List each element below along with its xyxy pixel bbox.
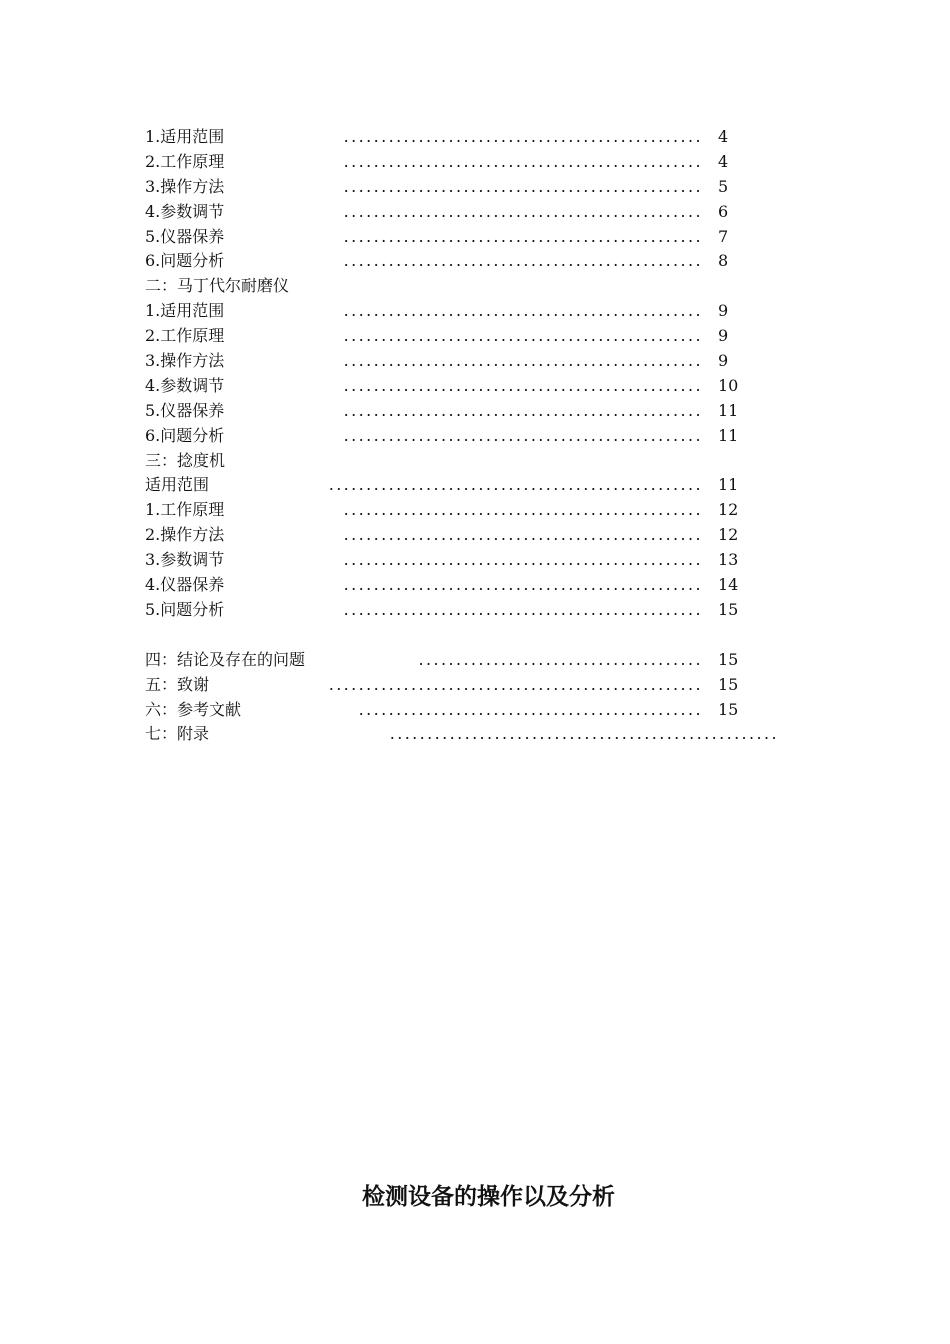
toc-entry-label: 适用范围	[145, 475, 210, 495]
toc-entry-label: 4.仪器保养	[145, 575, 225, 595]
toc-entry-page-number: 9	[718, 351, 729, 371]
toc-entry-leader-dots: ....................................................	[389, 724, 779, 744]
toc-entry-label: 5.问题分析	[145, 599, 225, 619]
toc-entry-page-number: 14	[718, 575, 739, 595]
document-title: 检测设备的操作以及分析	[362, 1184, 615, 1210]
toc-entry	[145, 722, 779, 747]
toc-entry-leader-dots: ......................................	[418, 649, 703, 669]
toc-entry-label: 七：附录	[145, 724, 210, 744]
toc-entry	[145, 399, 745, 424]
toc-entry-label: 二：马丁代尔耐磨仪	[145, 276, 290, 296]
toc-entry	[145, 523, 745, 548]
toc-entry-leader-dots: ................................................	[343, 251, 703, 271]
toc-entry	[145, 498, 745, 523]
toc-entry	[145, 175, 745, 200]
toc-entry-label: 4.参数调节	[145, 375, 225, 395]
toc-entry-leader-dots: ..................................................	[328, 475, 703, 495]
toc-entry-page-number: 5	[718, 176, 729, 196]
toc-entry-label: 5.仪器保养	[145, 226, 225, 246]
toc-entry-leader-dots: ................................................	[343, 550, 703, 570]
toc-entry	[145, 598, 745, 623]
toc-entry	[145, 698, 745, 723]
toc-entry	[145, 225, 745, 250]
toc-entry-label: 3.操作方法	[145, 351, 225, 371]
table-of-contents	[145, 125, 779, 747]
toc-entry-leader-dots: ................................................	[343, 226, 703, 246]
toc-entry	[145, 349, 745, 374]
toc-entry-leader-dots: ................................................	[343, 500, 703, 520]
toc-entry-leader-dots: ................................................	[343, 575, 703, 595]
toc-entry	[145, 623, 745, 648]
toc-entry-label: 3.操作方法	[145, 176, 225, 196]
toc-entry-page-number: 7	[718, 226, 729, 246]
toc-entry	[145, 200, 745, 225]
toc-entry	[145, 573, 745, 598]
toc-entry-leader-dots: ................................................	[343, 326, 703, 346]
toc-entry-leader-dots: ..............................................	[358, 699, 703, 719]
toc-entry-label: 1.适用范围	[145, 301, 225, 321]
toc-entry-label: 6.问题分析	[145, 425, 225, 445]
toc-entry-label: 1.适用范围	[145, 127, 225, 146]
toc-entry-page-number: 11	[718, 425, 739, 445]
toc-entry	[145, 274, 745, 299]
toc-entry-page-number: 10	[718, 375, 739, 395]
toc-entry-leader-dots: ................................................	[343, 151, 703, 171]
toc-entry-page-number: 9	[718, 301, 729, 321]
toc-entry-leader-dots: ................................................	[343, 425, 703, 445]
toc-entry-page-number: 4	[718, 127, 729, 146]
toc-entry	[145, 374, 745, 399]
toc-entry-leader-dots: ..................................................	[328, 674, 703, 694]
toc-entry-leader-dots: ................................................	[343, 525, 703, 545]
toc-entry-page-number: 11	[718, 400, 739, 420]
toc-entry-label: 6.问题分析	[145, 251, 225, 271]
toc-entry-page-number: 13	[718, 550, 739, 570]
toc-entry-leader-dots: ................................................	[343, 375, 703, 395]
toc-entry	[145, 299, 745, 324]
toc-entry-label: 4.参数调节	[145, 201, 225, 221]
toc-entry-leader-dots: ................................................	[343, 301, 703, 321]
toc-entry-label: 六：参考文献	[145, 699, 242, 719]
toc-entry	[145, 548, 745, 573]
toc-entry	[145, 673, 745, 698]
toc-entry-page-number: 15	[718, 674, 739, 694]
toc-entry	[145, 648, 745, 673]
toc-entry	[145, 324, 745, 349]
toc-entry-label: 1.工作原理	[145, 500, 225, 520]
toc-entry	[145, 449, 745, 474]
toc-entry-leader-dots: ................................................	[343, 400, 703, 420]
toc-entry-leader-dots: ................................................	[343, 351, 703, 371]
toc-entry-page-number: 8	[718, 251, 729, 271]
toc-entry-page-number: 11	[718, 475, 739, 495]
toc-entry-page-number: 15	[718, 599, 739, 619]
toc-entry-label: 5.仪器保养	[145, 400, 225, 420]
toc-entry-page-number: 9	[718, 326, 729, 346]
toc-entry-page-number: 15	[718, 649, 739, 669]
toc-entry-leader-dots: ................................................	[343, 176, 703, 196]
toc-entry	[145, 424, 745, 449]
toc-entry-label: 3.参数调节	[145, 550, 225, 570]
toc-entry-label: 三：捻度机	[145, 450, 226, 470]
toc-entry-leader-dots: ................................................	[343, 127, 703, 146]
toc-entry-page-number: 15	[718, 699, 739, 719]
toc-entry-page-number: 6	[718, 201, 729, 221]
toc-entry	[145, 473, 745, 498]
toc-entry-label: 五：致谢	[145, 674, 210, 694]
toc-entry-label: 2.工作原理	[145, 326, 225, 346]
toc-entry-label: 2.工作原理	[145, 151, 225, 171]
toc-entry-page-number: 12	[718, 500, 739, 520]
toc-entry-page-number: 12	[718, 525, 739, 545]
toc-entry	[145, 125, 745, 150]
toc-entry	[145, 150, 745, 175]
toc-entry	[145, 249, 745, 274]
toc-entry-leader-dots: ................................................	[343, 201, 703, 221]
toc-entry-label: 四：结论及存在的问题	[145, 649, 306, 669]
toc-entry-page-number: 4	[718, 151, 729, 171]
toc-entry-leader-dots: ................................................	[343, 599, 703, 619]
toc-entry-label: 2.操作方法	[145, 525, 225, 545]
